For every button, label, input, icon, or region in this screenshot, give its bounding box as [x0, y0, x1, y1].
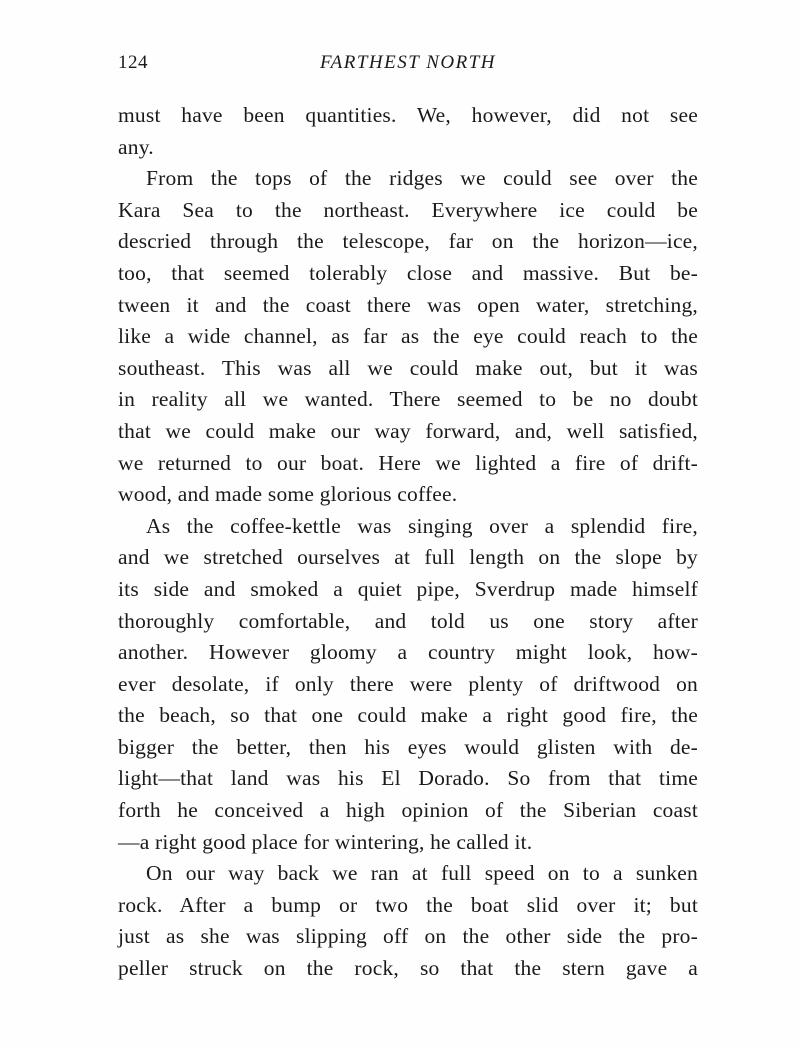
text-line: rock. After a bump or two the boat slid over it; but	[118, 892, 698, 917]
text-line: light—that land was his El Dorado. So from that time	[118, 766, 698, 791]
paragraph	[118, 858, 698, 984]
text-line: tween it and the coast there was open water, stretching,	[118, 292, 698, 317]
text-line: Kara Sea to the northeast. Everywhere ice could be	[118, 197, 698, 222]
text-line: too, that seemed tolerably close and massive. But be-	[118, 260, 698, 285]
text-line: another. However gloomy a country might look, how-	[118, 640, 698, 665]
text-line: we returned to our boat. Here we lighted a fire of drift-	[118, 450, 698, 475]
paragraph	[118, 163, 698, 511]
text-line: bigger the better, then his eyes would glisten with de-	[118, 734, 698, 759]
text-line: that we could make our way forward, and, well satisfied,	[118, 418, 698, 443]
text-line: ever desolate, if only there were plenty of driftwood on	[118, 671, 698, 696]
running-head	[118, 52, 698, 82]
text-line: in reality all we wanted. There seemed to be no doubt	[118, 387, 698, 412]
text-line: the beach, so that one could make a right good fire, the	[118, 703, 698, 728]
text-line: its side and smoked a quiet pipe, Sverdrup made himself	[118, 576, 698, 601]
text-line: southeast. This was all we could make out, but it was	[118, 355, 698, 380]
text-line: As the coffee-kettle was singing over a splendid fire,	[146, 513, 698, 538]
text-line: —a right good place for wintering, he called it.	[118, 829, 533, 854]
text-line: any.	[118, 134, 154, 159]
text-line: thoroughly comfortable, and told us one story after	[118, 608, 698, 633]
text-line: From the tops of the ridges we could see over the	[146, 166, 698, 191]
text-line: descried through the telescope, far on the horizon—ice,	[118, 229, 698, 254]
text-line: must have been quantities. We, however, did not see	[118, 103, 698, 127]
text-line: just as she was slipping off on the other side the pro-	[118, 924, 698, 949]
text-line: like a wide channel, as far as the eye could reach to the	[118, 324, 698, 349]
text-line: peller struck on the rock, so that the stern gave a	[118, 956, 698, 981]
text-line: forth he conceived a high opinion of the Siberian coast	[118, 798, 698, 823]
page-number: 124	[118, 52, 148, 73]
text-line: and we stretched ourselves at full length on the slope by	[118, 545, 698, 570]
paragraph	[118, 511, 698, 859]
text-line: On our way back we ran at full speed on to a sunken	[146, 861, 698, 886]
text-line: wood, and made some glorious coffee.	[118, 482, 458, 507]
body-text	[118, 100, 698, 985]
paragraph	[118, 100, 698, 163]
running-title: FARTHEST NORTH	[319, 52, 497, 73]
